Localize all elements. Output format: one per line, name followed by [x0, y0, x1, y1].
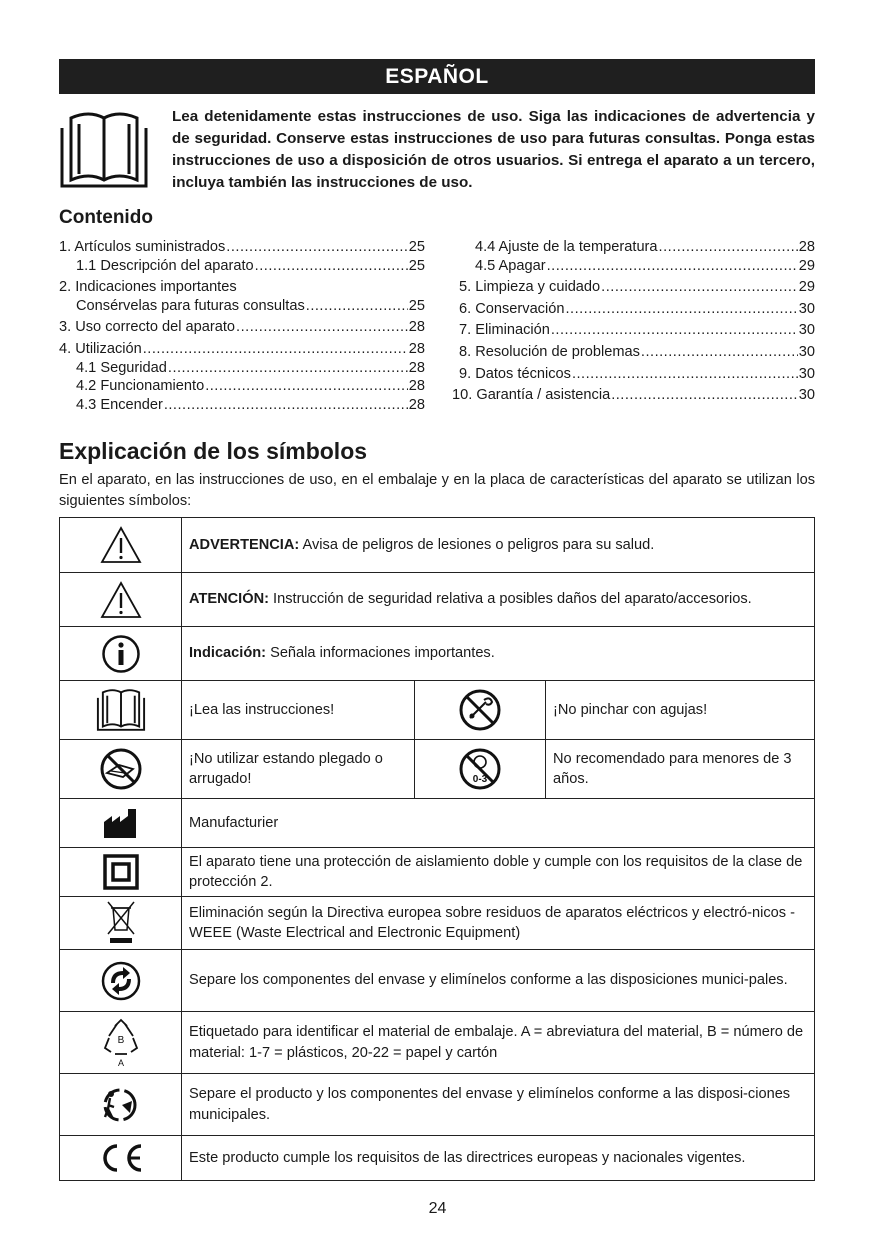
open-book-icon [91, 688, 151, 732]
recycling-person-icon [100, 1085, 142, 1125]
toc-item[interactable]: 4.2 Funcionamiento ..... 28 [59, 377, 425, 396]
intro-notice: Lea detenidamente estas instrucciones de uso. Siga las indicaciones de advertencia y de seguridad. Conserve estas instrucciones de uso para futuras consultas. Ponga estas instrucciones de uso a disposición de otros usuarios. Si entrega el aparato a un tercero, incluya también las instrucciones de uso. [172, 108, 815, 191]
contents-title: Contenido [59, 207, 153, 228]
toc-item[interactable]: 9. Datos técnicos ..... 30 [452, 365, 815, 384]
factory-icon [102, 806, 140, 840]
warning-triangle-icon [99, 525, 143, 565]
caution-triangle-icon [99, 580, 143, 620]
ce-mark-icon [97, 1142, 145, 1174]
symbol-row-green-dot: Separe los componentes del envase y elimínelos conforme a las disposiciones munici-pales. [60, 950, 815, 1012]
no-folded-icon [99, 747, 143, 791]
svg-text:0-3: 0-3 [472, 774, 488, 785]
language-header: ESPAÑOL [59, 59, 815, 94]
toc-item[interactable]: 1. Artículos suministrados ..... 25 [59, 238, 425, 257]
symbols-table [59, 517, 815, 1181]
symbols-intro: En el aparato, en las instrucciones de uso, en el embalaje y en la placa de características del aparato se utilizan los siguientes símbolos: [59, 472, 815, 509]
toc-item[interactable]: 10. Garantía / asistencia ..... 30 [452, 386, 815, 405]
symbol-row-class2: El aparato tiene una protección de aislamiento doble y cumple con los requisitos de la clase de protección 2. [60, 848, 815, 897]
page-number: 24 [428, 1200, 447, 1217]
toc-item[interactable]: 1.1 Descripción del aparato ..... 25 [59, 257, 425, 276]
open-book-icon [59, 110, 149, 190]
symbol-row-separate: Separe el producto y los componentes del envase y elimínelos conforme a las disposi-ciones municipales. [60, 1074, 815, 1136]
toc-item[interactable]: 6. Conservación ..... 30 [452, 300, 815, 319]
toc-item[interactable]: 8. Resolución de problemas ..... 30 [452, 343, 815, 362]
recycle-triangle-icon [101, 1018, 141, 1068]
toc-item[interactable]: 4.3 Encender ..... 28 [59, 396, 425, 415]
toc-item[interactable]: 3. Uso correcto del aparato ..... 28 [59, 318, 425, 337]
symbol-row-ce: Este producto cumple los requisitos de las directrices europeas y nacionales vigentes. [60, 1136, 815, 1181]
toc-item[interactable]: 2. Indicaciones importantes [59, 279, 237, 296]
toc-item[interactable]: 4.1 Seguridad ..... 28 [59, 359, 425, 378]
symbol-row-manufacturer: Manufacturier [60, 799, 815, 848]
no-pins-icon [458, 688, 502, 732]
svg-text:A: A [117, 1057, 124, 1068]
toc-item[interactable]: 4. Utilización ..... 28 [59, 340, 425, 359]
symbol-row-caution: ATENCIÓN: Instrucción de seguridad relativa a posibles daños del aparato/accesorios. [60, 573, 815, 627]
toc-item[interactable]: 7. Eliminación ..... 30 [452, 321, 815, 340]
toc-item[interactable]: Consérvelas para futuras consultas ..... 25 [59, 297, 425, 316]
symbol-row-weee: Eliminación según la Directiva europea sobre residuos de aparatos eléctricos y electró-nicos - WEEE (Waste Electrical and Electronic Equipment) [60, 897, 815, 950]
crossed-bin-icon [104, 900, 138, 946]
green-dot-icon [101, 961, 141, 1001]
symbol-row-note: Indicación: Señala informaciones importantes. [60, 627, 815, 681]
no-children-0-3-icon [458, 747, 502, 791]
toc-item[interactable]: 4.4 Ajuste de la temperatura ..... 28 [452, 238, 815, 257]
info-icon [101, 634, 141, 674]
symbol-row-read-and-pins: ¡Lea las instrucciones! ¡No pinchar con agujas! [60, 681, 815, 740]
toc-item[interactable]: 4.5 Apagar ..... 29 [452, 257, 815, 276]
symbol-row-warning: ADVERTENCIA: Avisa de peligros de lesiones o peligros para su salud. [60, 518, 815, 573]
symbol-row-folded-and-children: ¡No utilizar estando plegado o arrugado! 0-3 No recomendado para menores de 3 años. [60, 740, 815, 799]
svg-text:B: B [117, 1034, 124, 1046]
contents-right-column [452, 238, 815, 405]
symbols-title: Explicación de los símbolos [59, 438, 368, 464]
symbol-row-recycle-code: B A Etiquetado para identificar el material de embalaje. A = abreviatura del material, B = número de material: 1-7 = plásticos, 20-22 = papel y cartón [60, 1012, 815, 1074]
contents-left-column [59, 238, 425, 414]
toc-item[interactable]: 5. Limpieza y cuidado ..... 29 [452, 278, 815, 297]
double-insulation-icon [102, 853, 140, 891]
